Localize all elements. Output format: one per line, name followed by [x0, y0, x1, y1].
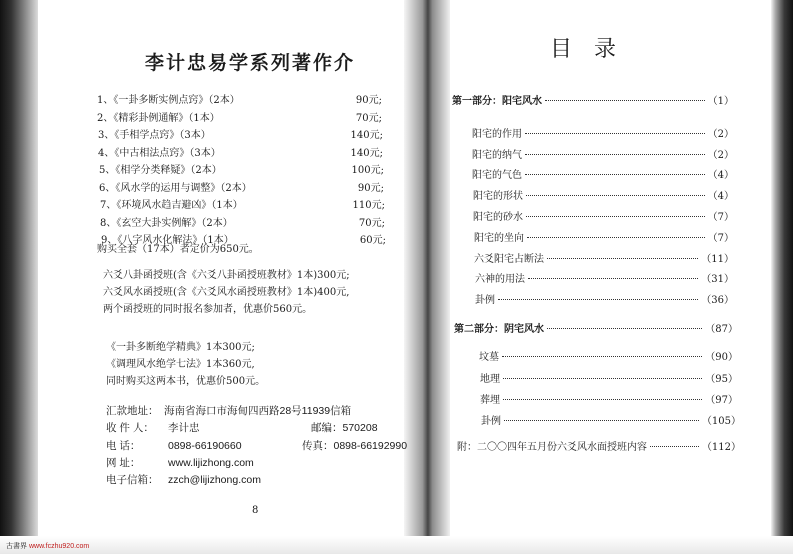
toc-label: 阳宅的气色: [472, 170, 522, 181]
leader-dots: [525, 133, 705, 134]
right-page: [452, 0, 770, 554]
book-title: 7、《环境风水趋吉避凶》（1本）: [100, 200, 243, 211]
toc-page: （2）: [707, 129, 734, 140]
toc-title: 目录: [550, 37, 639, 62]
list-item: [98, 145, 403, 163]
phone-row: [106, 438, 406, 455]
classic-item: 《调理风水绝学七法》1本360元,: [106, 359, 255, 370]
recipient-label: 收 件 人：: [106, 422, 154, 435]
course-item: 六爻八卦函授班(含《六爻八卦函授班教材》1本)300元;: [103, 270, 350, 281]
toc-entry: [473, 208, 734, 223]
watermark-prefix: 古書界: [6, 543, 27, 550]
toc-label: 阳宅的形状: [473, 191, 523, 202]
book-price: 90元;: [355, 95, 382, 106]
fax-value: 传真：0898-66192990: [302, 439, 408, 452]
toc-label: 卦例: [481, 416, 501, 427]
list-item: [97, 92, 402, 110]
book-title: 2、《精彩卦例通解》（1本）: [97, 112, 220, 124]
address-row: [106, 403, 406, 420]
leader-dots: [526, 216, 705, 217]
leader-dots: [547, 328, 702, 329]
scan-edge-left: [0, 0, 38, 554]
classic-list: [106, 339, 265, 390]
leader-dots: [545, 100, 705, 101]
toc-entry: [480, 391, 738, 406]
toc-label: 第一部分：阳宅风水: [452, 96, 542, 107]
toc-label: 卦例: [475, 295, 495, 306]
list-item: [97, 110, 402, 128]
toc-entry: [481, 412, 741, 427]
toc-entry: [474, 229, 734, 244]
list-item: [99, 180, 404, 198]
leader-dots: [526, 195, 705, 196]
contact-block: [106, 403, 406, 489]
toc-entry: [472, 166, 734, 181]
list-item: [98, 127, 403, 145]
page-number: 8: [252, 505, 259, 516]
toc-page: （97）: [705, 395, 738, 406]
toc-label: 六神的用法: [475, 274, 525, 285]
toc-label: 六爻阳宅占断法: [474, 254, 544, 265]
book-price: 90元;: [357, 182, 384, 194]
course-item: 六爻风水函授班(含《六爻风水函授班教材》1本)400元,: [103, 287, 350, 298]
book-price: 100元;: [351, 165, 384, 176]
leader-dots: [528, 278, 698, 279]
toc-page: （87）: [705, 324, 738, 335]
toc-page: （90）: [705, 352, 738, 363]
list-item: [100, 197, 405, 215]
toc-entry: [480, 370, 738, 385]
toc-page: （112）: [701, 442, 741, 453]
toc-page: （4）: [707, 191, 734, 202]
list-item: [100, 215, 405, 233]
book-price: 70元;: [358, 217, 385, 229]
book-title: 4、《中古相法点窍》（3本）: [98, 147, 221, 159]
leader-dots: [498, 299, 698, 300]
book-title: 5、《相学分类释疑》（2本）: [99, 165, 222, 176]
set-price-note: 购买全套（17本）者定价为650元。: [97, 244, 259, 255]
toc-label: 葬埋: [480, 395, 500, 406]
course-item: 两个函授班的同时报名参加者，优惠价560元。: [103, 304, 313, 315]
book-price: 140元;: [350, 147, 383, 159]
toc-page: （2）: [707, 150, 734, 161]
watermark: [6, 541, 89, 551]
toc-entry: [472, 125, 734, 140]
toc-label: 地理: [480, 374, 500, 385]
classic-item: 同时购买这两本书，优惠价500元。: [106, 376, 266, 387]
email-row: [106, 472, 406, 489]
list-item: [99, 162, 404, 180]
course-list: [103, 267, 350, 318]
toc-label: 附：二〇〇四年五月份六爻风水面授班内容: [457, 442, 647, 453]
book-title: 6、《风水学的运用与调整》（2本）: [99, 182, 252, 194]
book-title: 8、《玄空大卦实例解》（2本）: [100, 217, 233, 229]
toc-entry: [473, 187, 734, 202]
book-price: 110元;: [352, 200, 385, 211]
toc-page: （36）: [701, 295, 734, 306]
book-title: 9、《八字风水化解法》（1本）: [101, 235, 234, 246]
web-row: [106, 455, 406, 472]
toc-entry: [475, 291, 734, 306]
book-gutter: [404, 0, 450, 554]
book-title: 3、《手相学点窍》（3本）: [98, 130, 211, 141]
classic-item: 《一卦多断绝学精典》1本300元;: [106, 342, 255, 353]
address-value: 海南省海口市海甸四西路28号11939信箱: [164, 405, 352, 417]
leader-dots: [547, 258, 698, 259]
scan-edge-right: [771, 0, 793, 554]
watermark-url: www.fczhu920.com: [28, 543, 90, 550]
book-price: 60元;: [359, 235, 386, 246]
toc-page: （4）: [707, 170, 734, 181]
leader-dots: [503, 378, 702, 379]
toc-entry: [454, 320, 738, 335]
recipient-value: 李计忠: [168, 422, 200, 435]
leader-dots: [525, 154, 705, 155]
leader-dots: [527, 237, 705, 238]
toc-entry: [479, 348, 738, 363]
toc-entry: [475, 270, 734, 285]
toc-page: （1）: [707, 96, 734, 107]
toc-entry: [474, 250, 734, 265]
toc-page: （31）: [701, 274, 734, 285]
toc-label: 阳宅的作用: [472, 129, 522, 140]
web-label: 网 址：: [106, 456, 141, 469]
leader-dots: [504, 420, 699, 421]
web-value: www.lijizhong.com: [168, 456, 254, 469]
toc-label: 坟墓: [479, 352, 499, 363]
toc-page: （11）: [701, 254, 734, 265]
address-label: 汇款地址：: [106, 405, 159, 417]
toc-entry: [457, 438, 741, 453]
toc-label: 阳宅的坐向: [474, 233, 524, 244]
postcode: 邮编：570208: [311, 422, 378, 435]
toc-label: 阳宅的纳气: [472, 150, 522, 161]
email-value: zzch@lijizhong.com: [168, 474, 261, 487]
toc-page: （95）: [705, 374, 738, 385]
book-list: [97, 92, 402, 250]
toc-label: 第二部分：阴宅风水: [454, 324, 544, 335]
recipient-row: [106, 420, 406, 437]
toc-entry: [472, 146, 734, 161]
page-title: 李计忠易学系列著作介: [145, 52, 356, 74]
toc-label: 阳宅的砂水: [473, 212, 523, 223]
toc-entry: [452, 92, 734, 107]
phone-value: 0898-66190660: [168, 439, 242, 452]
book-title: 1、《一卦多断实例点窍》（2本）: [97, 95, 240, 106]
leader-dots: [502, 356, 702, 357]
leader-dots: [503, 399, 702, 400]
toc-page: （105）: [701, 416, 741, 427]
leader-dots: [525, 174, 705, 175]
email-label: 电子信箱：: [106, 474, 159, 487]
leader-dots: [650, 446, 699, 447]
toc-page: （7）: [707, 233, 734, 244]
book-price: 70元;: [355, 112, 382, 124]
phone-label: 电 话：: [106, 439, 141, 452]
left-page: [40, 0, 408, 554]
toc-page: （7）: [707, 212, 734, 223]
book-price: 140元;: [350, 130, 383, 141]
